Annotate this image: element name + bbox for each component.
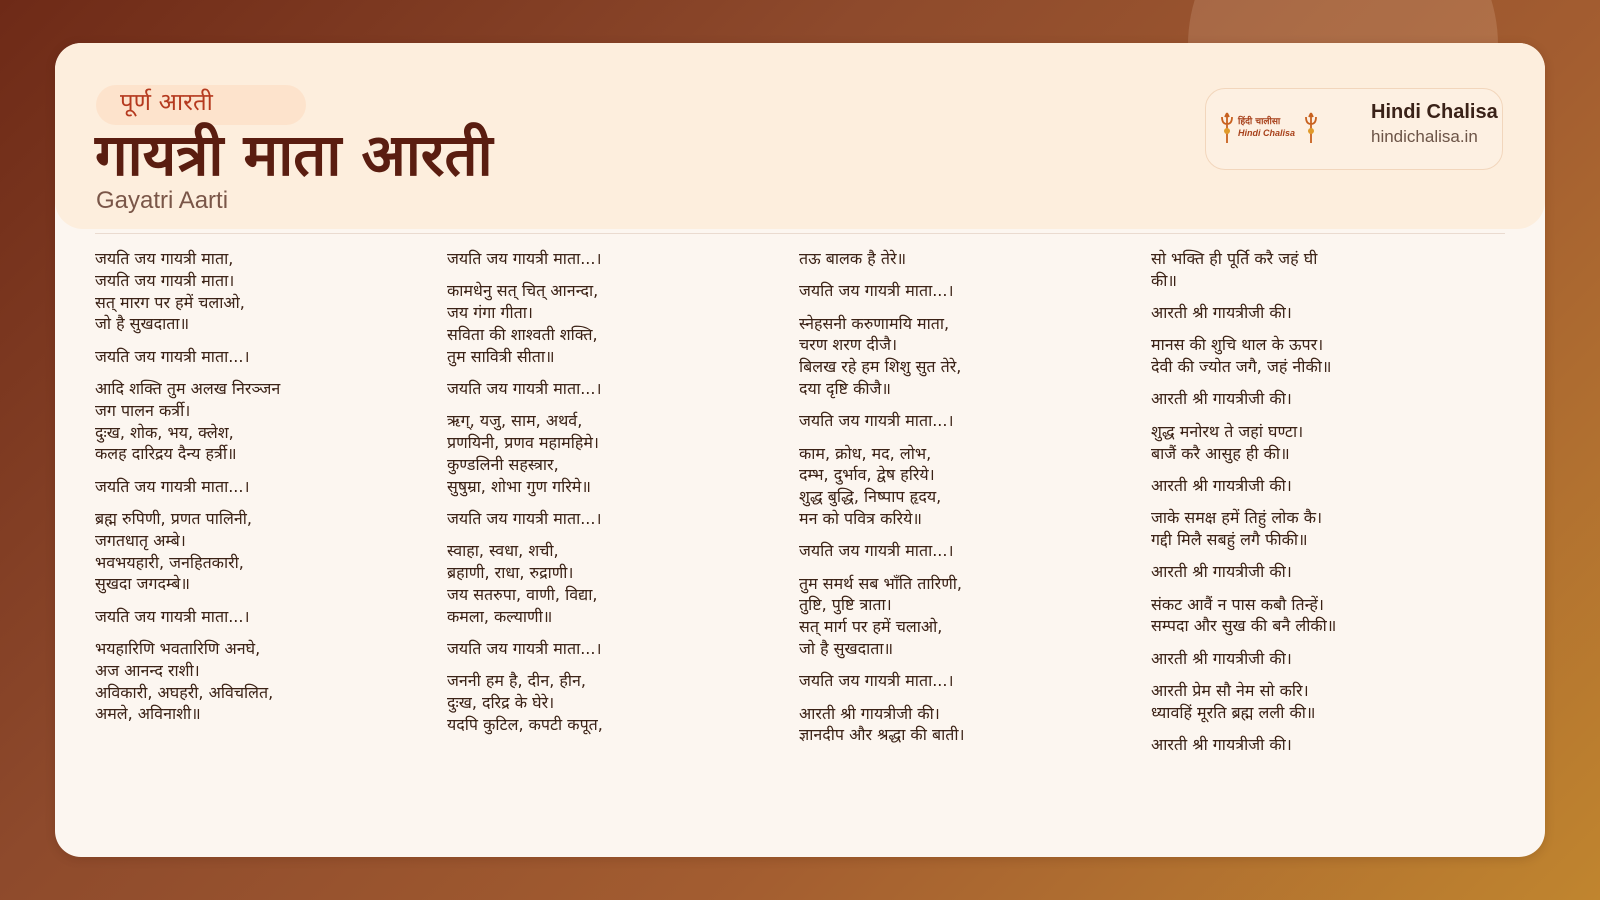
- verse-stanza: [95, 248, 425, 335]
- verse-line: मानस की शुचि थाल के ऊपर।: [1151, 335, 1324, 355]
- verse-line: स्नेहसनी करुणामयि माता,: [799, 313, 950, 333]
- verse-column-4: [1151, 248, 1481, 766]
- verse-line: आरती श्री गायत्रीजी की।: [1151, 475, 1292, 495]
- verse-line: दुःख, दरिद्र के घेरे।: [447, 693, 555, 713]
- verse-line: देवी की ज्योत जगै, जहं नीकी॥: [1151, 357, 1332, 377]
- verse-line: ज्ञानदीप और श्रद्धा की बाती।: [799, 725, 965, 745]
- verse-line: जयति जय गायत्री माता...।: [95, 346, 250, 366]
- verse-line: आरती श्री गायत्रीजी की।: [799, 703, 940, 723]
- verse-line: बाजैं करै आसुह ही की॥: [1151, 443, 1290, 463]
- verse-line: जयति जय गायत्री माता...।: [799, 671, 954, 691]
- category-badge-label: पूर्ण आरती: [120, 88, 213, 116]
- verse-line: गद्दी मिलै सबहुं लगै फीकी॥: [1151, 529, 1308, 549]
- verse-line: मन को पवित्र करिये॥: [799, 508, 922, 528]
- brand-logo: [1220, 111, 1320, 147]
- verse-stanza: [1151, 475, 1481, 497]
- verse-line: कमला, कल्याणी॥: [447, 606, 553, 626]
- verse-line: दया दृष्टि कीजै॥: [799, 378, 891, 398]
- verse-line: कामधेनु सत् चित् आनन्दा,: [447, 281, 599, 301]
- verse-line: जयति जय गायत्री माता...।: [95, 476, 250, 496]
- verse-line: दुःख, शोक, भय, क्लेश,: [95, 422, 234, 442]
- trident-left-icon: [1220, 111, 1234, 145]
- verse-stanza: [447, 638, 777, 660]
- verse-line: आरती श्री गायत्रीजी की।: [1151, 303, 1292, 323]
- verse-stanza: [799, 670, 1129, 692]
- verse-line: जयति जय गायत्री माता...।: [447, 378, 602, 398]
- verse-line: जयति जय गायत्री माता...।: [95, 606, 250, 626]
- verse-stanza: [447, 670, 777, 735]
- verse-line: आरती श्री गायत्रीजी की।: [1151, 562, 1292, 582]
- verse-line: तुम समर्थ सब भाँति तारिणी,: [799, 573, 962, 593]
- verse-stanza: [447, 378, 777, 400]
- trident-right-icon: [1304, 111, 1318, 145]
- verse-line: कलह दारिद्रय दैन्य हर्त्री॥: [95, 444, 237, 464]
- verse-line: आरती प्रेम सौ नेम सो करि।: [1151, 680, 1309, 700]
- verse-stanza: [799, 313, 1129, 400]
- verse-line: सो भक्ति ही पूर्ति करै जहं घी: [1151, 249, 1318, 268]
- verse-line: जयति जय गायत्री माता।: [95, 270, 235, 290]
- verse-line: ब्रह्म रुपिणी, प्रणत पालिनी,: [95, 508, 252, 528]
- verse-line: जो है सुखदाता॥: [95, 314, 190, 334]
- verse-line: जगतधातृ अम्बे।: [95, 530, 186, 550]
- page-subtitle: Gayatri Aarti: [96, 187, 229, 214]
- verse-stanza: [447, 540, 777, 627]
- verse-stanza: [1151, 248, 1481, 292]
- verse-line: तुम सावित्री सीता॥: [447, 346, 555, 366]
- verse-stanza: [1151, 561, 1481, 583]
- verse-line: कुण्डलिनी सहस्त्रार,: [447, 454, 559, 474]
- verse-stanza: [799, 573, 1129, 660]
- verse-line: ब्रहाणी, राधा, रुद्राणी।: [447, 563, 574, 583]
- verse-stanza: [799, 280, 1129, 302]
- header-divider: [95, 233, 1505, 234]
- verse-line: जय गंगा गीता।: [447, 303, 533, 323]
- verse-stanza: [799, 703, 1129, 747]
- verse-line: सम्पदा और सुख की बनै लीकी॥: [1151, 616, 1337, 636]
- verse-line: अज आनन्द राशी।: [95, 660, 200, 680]
- verse-stanza: [799, 248, 1129, 270]
- verse-line: सुखदा जगदम्बे॥: [95, 574, 190, 594]
- verse-stanza: [1151, 334, 1481, 378]
- verse-stanza: [447, 248, 777, 270]
- verse-stanza: [447, 410, 777, 497]
- verse-column-1: [95, 248, 425, 736]
- verse-line: जयति जय गायत्री माता...।: [799, 541, 954, 561]
- verse-line: तऊ बालक है तेरे॥: [799, 249, 907, 268]
- verse-line: की॥: [1151, 270, 1178, 290]
- verse-stanza: [1151, 507, 1481, 551]
- verse-stanza: [95, 346, 425, 368]
- verse-column-2: [447, 248, 777, 746]
- verse-stanza: [1151, 388, 1481, 410]
- verse-line: भवभयहारी, जनहितकारी,: [95, 552, 244, 572]
- verse-line: प्रणयिनी, प्रणव महामहिमे।: [447, 433, 599, 453]
- verse-stanza: [799, 540, 1129, 562]
- brand-url-link[interactable]: hindichalisa.in: [1371, 127, 1478, 146]
- verse-stanza: [1151, 648, 1481, 670]
- logo-text-hindi: हिंदी चालीसा: [1238, 117, 1281, 127]
- verse-line: सुषुम्रा, शोभा गुण गरिमे॥: [447, 476, 591, 496]
- verse-line: शुद्ध बुद्धि, निष्पाप हृदय,: [799, 487, 942, 507]
- verse-stanza: [1151, 302, 1481, 324]
- verse-stanza: [1151, 594, 1481, 638]
- verse-stanza: [95, 606, 425, 628]
- verse-line: ऋग्, यजु, साम, अथर्व,: [447, 411, 583, 431]
- verse-line: आरती श्री गायत्रीजी की।: [1151, 648, 1292, 668]
- page-title: गायत्री माता आरती: [95, 121, 493, 189]
- verse-stanza: [95, 378, 425, 465]
- verse-line: आरती श्री गायत्रीजी की।: [1151, 389, 1292, 409]
- verse-line: आदि शक्ति तुम अलख निरञ्जन: [95, 378, 281, 398]
- verse-stanza: [447, 280, 777, 367]
- verse-line: दम्भ, दुर्भाव, द्वेष हरिये।: [799, 465, 935, 485]
- verse-stanza: [95, 508, 425, 595]
- verse-line: जयति जय गायत्री माता,: [95, 249, 234, 268]
- verse-line: स्वाहा, स्वधा, शची,: [447, 541, 559, 561]
- verse-line: संकट आवैं न पास कबौ तिन्हें।: [1151, 594, 1324, 614]
- verse-stanza: [799, 443, 1129, 530]
- aarti-card: [55, 43, 1545, 857]
- verse-stanza: [95, 638, 425, 725]
- verse-line: सत् मारग पर हमें चलाओ,: [95, 292, 245, 312]
- verse-line: जाके समक्ष हमें तिहुं लोक कै।: [1151, 508, 1323, 528]
- verse-stanza: [799, 410, 1129, 432]
- verse-line: जयति जय गायत्री माता...।: [447, 638, 602, 658]
- verse-line: जननी हम है, दीन, हीन,: [447, 671, 586, 691]
- verse-line: जयति जय गायत्री माता...।: [799, 411, 954, 431]
- verse-line: ध्यावहिं मूरति ब्रह्म लली की॥: [1151, 702, 1316, 722]
- verse-line: अमले, अविनाशी॥: [95, 704, 201, 724]
- verse-stanza: [1151, 734, 1481, 756]
- verse-line: भयहारिणि भवतारिणि अनघे,: [95, 638, 261, 658]
- verse-line: जय सतरुपा, वाणी, विद्या,: [447, 584, 598, 604]
- verse-line: जो है सुखदाता॥: [799, 638, 894, 658]
- verse-line: तुष्टि, पुष्टि त्राता।: [799, 595, 892, 615]
- verse-line: सविता की शाश्वती शक्ति,: [447, 324, 598, 344]
- verse-line: काम, क्रोध, मद, लोभ,: [799, 443, 932, 463]
- verse-line: जयति जय गायत्री माता...।: [447, 249, 602, 268]
- verse-line: अविकारी, अघहरी, अविचलित,: [95, 682, 274, 702]
- verse-line: बिलख रहे हम शिशु सुत तेरे,: [799, 357, 962, 377]
- verse-line: सत् मार्ग पर हमें चलाओ,: [799, 617, 943, 637]
- verse-line: जग पालन कर्त्री।: [95, 400, 191, 420]
- verse-line: शुद्ध मनोरथ ते जहां घण्टा।: [1151, 421, 1304, 441]
- verse-line: यदपि कुटिल, कपटी कपूत,: [447, 714, 603, 734]
- verse-stanza: [1151, 421, 1481, 465]
- logo-text-english: Hindi Chalisa: [1238, 128, 1296, 138]
- verse-stanza: [1151, 680, 1481, 724]
- verse-line: आरती श्री गायत्रीजी की।: [1151, 735, 1292, 755]
- verse-stanza: [447, 508, 777, 530]
- brand-name: Hindi Chalisa: [1371, 101, 1498, 123]
- verse-column-3: [799, 248, 1129, 757]
- verse-line: जयति जय गायत्री माता...।: [447, 508, 602, 528]
- verse-line: चरण शरण दीजै।: [799, 335, 898, 355]
- verse-line: जयति जय गायत्री माता...।: [799, 281, 954, 301]
- verse-stanza: [95, 476, 425, 498]
